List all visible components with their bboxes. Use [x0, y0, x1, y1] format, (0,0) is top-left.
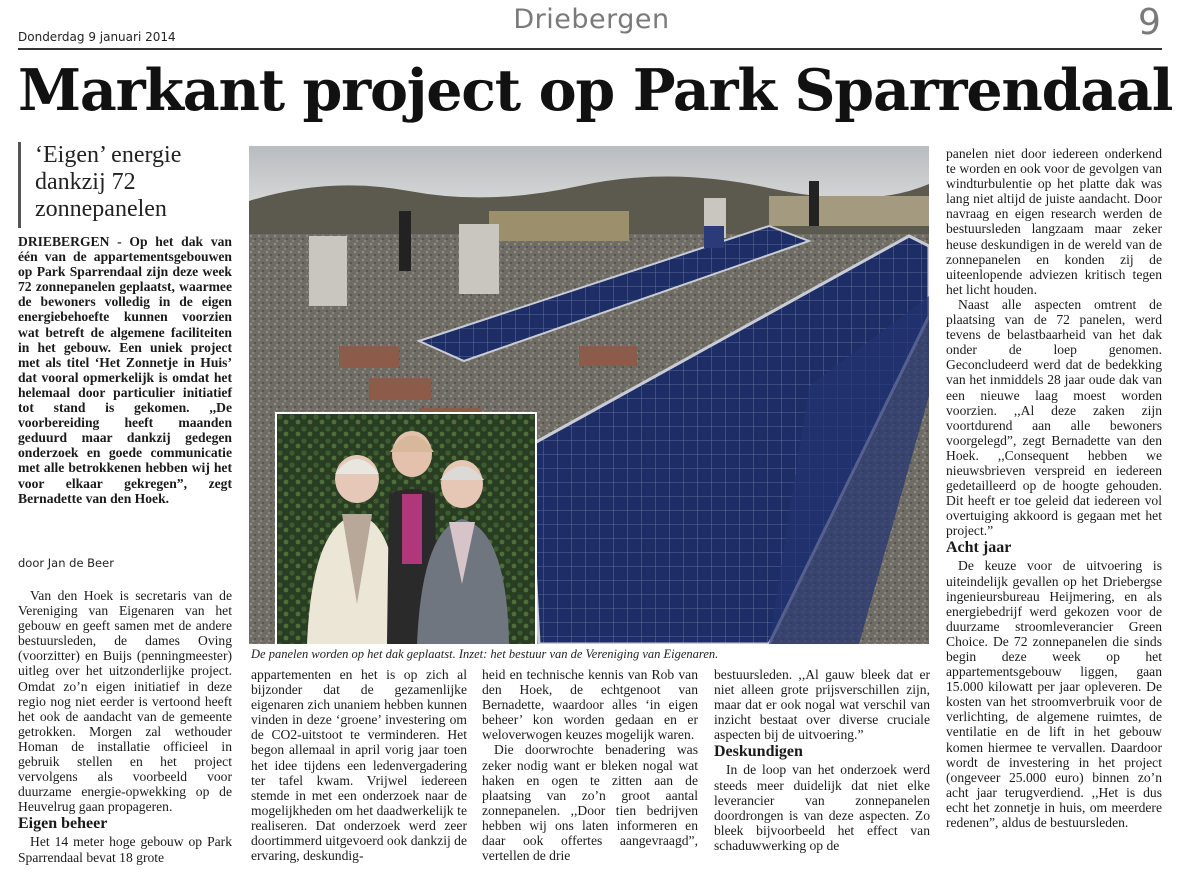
- body-paragraph: panelen niet door iedereen onderkend te worden en ook voor de gevolgen van windturbulentie op het platte dak was lang niet altijd de juiste aandacht. Door navraag en eigen research werden de bestuursleden langzaam maar zeker heuse deskundigen in de wereld van de zonnepanelen en konden zij de uiteenlopende adviezen kritisch tegen het licht houden.: [946, 146, 1162, 297]
- column-5: [946, 146, 1162, 830]
- subheading: Eigen beheer: [18, 815, 108, 833]
- body-paragraph: heid en technische kennis van Rob van den Hoek, de echtgenoot van Bernadette, waardoor alles ‘in eigen beheer’ kon worden gedaan en er weloverwogen keuzes mogelijk waren.: [482, 667, 698, 743]
- headline: Markant project op Park Sparrendaal: [18, 57, 1173, 124]
- column-3: [482, 667, 698, 863]
- byline: door Jan de Beer: [18, 556, 114, 570]
- lead-paragraph: DRIEBERGEN - Op het dak van één van de appartementsgebouwen op Park Sparrendaal zijn deze week 72 zonnepanelen geplaatst, waarmee de bewoners volledig in de eigen energiebehoefte kunnen voorzien wat betreft de algemene faciliteiten in het gebouw. Een uniek project met als titel ‘Het Zonnetje in Huis’ dat vooral opmerkelijk is omdat het helemaal door particulier initiatief tot stand is gekomen. ,,De voorbereiding heeft maanden geduurd maar dankzij gedegen onderzoek en goede communicatie met alle betrokkenen hebben wij het voor elkaar gekregen”, zegt Bernadette van den Hoek.: [18, 234, 232, 506]
- body-paragraph: De keuze voor de uitvoering is uiteindelijk gevallen op het Driebergse ingenieursbureau Heijmering, en als energiebedrijf werd gekozen voor de duurzame stroomleverancier Green Choice. De 72 zonnepanelen die sinds begin deze week op het appartementsgebouw liggen, gaan 15.000 kilowatt per jaar opleveren. De kosten van het stroomverbruik voor de verlichting, de algemene ruimtes, de ventilatie en de lift in het gebouw komen hiermee te vervallen. Daardoor wordt de investering in het project (ongeveer 25.000 euro) binnen zo’n acht jaar terugverdiend. ,,Het is dus echt het zonnetje in huis, om meerdere redenen”, aldus de bestuursleden.: [946, 558, 1162, 831]
- body-paragraph: Naast alle aspecten omtrent de plaatsing van de 72 panelen, werd tevens de belastbaarheid van het dak onder de loep genomen. Geconcludeerd werd dat de bedekking van het inmiddels 28 jaar oude dak van een nieuwe laag moest worden voorzien. ,,Al deze zaken zijn voortdurend aan alle bewoners voorgelegd”, zegt Bernadette van den Hoek. ,,Consequent hebben we nieuwsbrieven verspreid en iedereen gedetailleerd op de hoogte gehouden. Dit heeft er toe geleid dat iedereen vol overtuiging akkoord is gegaan met het project.”: [946, 296, 1162, 539]
- photo-caption: De panelen worden op het dak geplaatst. Inzet: het bestuur van de Vereniging van Eigenaren.: [251, 647, 719, 661]
- column-1: [18, 588, 232, 865]
- page-number: 9: [1138, 2, 1161, 43]
- kicker: ‘Eigen’ energie dankzij 72 zonnepanelen: [18, 142, 247, 228]
- column-4: [714, 667, 930, 853]
- subheading: Deskundigen: [714, 743, 803, 761]
- body-paragraph: Die doorwrochte benadering was zeker nodig want er bleken nogal wat haken en ogen te zitten aan de plaatsing van zo’n groot aantal zonnepanelen. ,,Door tien bedrijven hebben wij ons laten informeren en daar ook offertes aangevraagd”, vertellen de drie: [482, 742, 698, 864]
- header-rule: [18, 48, 1162, 50]
- issue-date: Donderdag 9 januari 2014: [18, 30, 176, 44]
- board-members-illustration: [277, 414, 535, 644]
- board-members-inset-photo: [275, 412, 537, 646]
- body-paragraph: Het 14 meter hoge gebouw op Park Sparrendaal bevat 18 grote: [18, 834, 232, 865]
- body-paragraph: Van den Hoek is secretaris van de Vereniging van Eigenaren van het gebouw en geeft samen met de andere bestuursleden, de dames Oving (voorzitter) en Buijs (penningmeester) uitleg over het uitzonderlijke project. Omdat zo’n eigen initiatief in deze regio nog niet eerder is vertoond heeft het ook de aandacht van de gemeente getrokken. Morgen zal wethouder Homan de installatie officieel in gebruik stellen en het project vervolgens als voorbeeld voor duurzame energie-opwekking op de Heuvelrug gaan propageren.: [18, 588, 232, 815]
- body-paragraph: appartementen en het is op zich al bijzonder dat de gezamenlijke eigenaren zich unaniem hebben kunnen vinden in deze ‘groene’ investering om de CO2-uitstoot te verminderen. Het begon allemaal in april vorig jaar toen het idee tijdens een ledenvergadering ter tafel kwam. Vrijwel iedereen stemde in met een onderzoek naar de mogelijkheden om het daadwerkelijk te realiseren. Dat onderzoek werd zeer doortimmerd uitgevoerd ook dankzij de ervaring, deskundig-: [251, 667, 467, 864]
- body-paragraph: In de loop van het onderzoek werd steeds meer duidelijk dat niet elke leverancier van zonnepanelen doordrongen is van deze aspecten. Zo bleek bijvoorbeeld het effect van schaduwwerking op de: [714, 762, 930, 853]
- subheading: Acht jaar: [946, 539, 1012, 557]
- column-2: [251, 667, 467, 863]
- section-title: Driebergen: [513, 4, 670, 35]
- body-paragraph: bestuursleden. ,,Al gauw bleek dat er niet alleen grote prijsverschillen zijn, maar dat er ook nogal wat verschil van inzicht bestaat over diverse cruciale aspecten bij de uitvoering.”: [714, 667, 930, 743]
